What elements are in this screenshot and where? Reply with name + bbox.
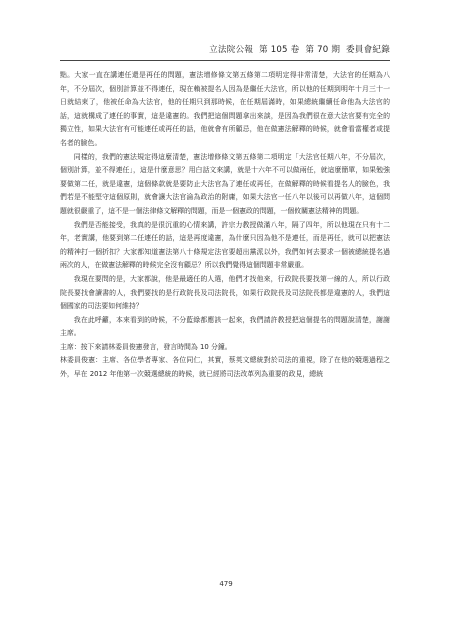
- publication-name: 立法院公報: [209, 45, 254, 55]
- speaker-line: 主席：按下來請林委員俊憲發言，發言時間為 10 分鐘。: [60, 342, 232, 351]
- paragraph: 點。大家一直在講連任還是再任的問題，憲法增修條文第五條第二項明定得非常清楚，大法官的任期為八年，不分屆次，個別計算並不得連任，現在賴被提名人因為是繼任大法官，所以他的任期到明年十月三十一日就結束了，他被任命為大法官，他的任期只到那時候，在任期屆滿時，如果總統繼續任命他為大法官的話，這就構成了連任的事實，這是違憲的。我們把這個問題拿出來談，是因為我們很在意大法官要有完全的獨立性，如果大法官有可能連任或再任的話，他就會有所顧忌，他在做憲法解釋的時候，就會看當權者或提名者的臉色。: [60, 71, 390, 147]
- paragraph: 我在此呼籲，本來看到的時候，不分藍綠都應該一起來，我們請許教授把這個提名的問題說清楚，謝謝主席。: [60, 315, 390, 338]
- paragraph: 同樣的，我們的憲法規定得這麼清楚，憲法增修條文第五條第二項明定「大法官任期八年，不分屆次，個別計算，並不得連任」，這是什麼意思？用白話文來講，就是十六年不可以做兩任，就這麼簡單，如果勉強要做第二任，就是違憲，這個條款就是要防止大法官為了連任或再任，在做解釋的時候看提名人的臉色，我們若是不能堅守這個原則，就會讓大法官淪為政治的附庸，如果大法官一任八年以後可以再做八年，這個問題就很嚴重了，這不是一個法律條文解釋的問題，而是一個憲政的問題，一個攸關憲法精神的問題。: [60, 152, 390, 215]
- page-header: [60, 42, 390, 58]
- speaker-line: 林委員俊憲：主席、各位學者專家、各位同仁，其實，蔡英文總統對於司法的重視，除了在他的競選過程之外，早在 2012 年他第一次競選總統的時候，就已經將司法改革列為重要的政見，總統: [60, 356, 390, 379]
- issue-number: 第 70 期: [305, 45, 341, 55]
- body-text: [60, 69, 390, 382]
- volume-number: 第 105 卷: [259, 45, 300, 55]
- paragraph: 我現在要問的是，大家都說，他是最適任的人選，他們才找他來，行政院長要找第一線的人，所以行政院長要找會讀書的人，我們要找的是行政院長及司法院長，如果行政院長及司法院長都是違憲的人，我們這個國家的司法要如何維持？: [60, 274, 390, 311]
- page-number: 479: [219, 580, 233, 588]
- paragraph: 我們是否能接受，我真的是很沉重的心情來講，許宗力教授做滿八年，隔了四年，所以他現在只有十二年，老實講，他要到第二任連任的話，這是再度違憲，為什麼只因為他不是連任，而是再任，就可以把憲法的精神打一個折扣？大家都知道憲法第八十條規定法官要超出黨派以外，我們如何去要求一個被總統提名過兩次的人，在做憲法解釋的時候完全沒有顧忌？所以我們覺得這個問題非常嚴重。: [60, 220, 390, 270]
- header-rule: [60, 60, 390, 61]
- section-name: 委員會紀錄: [346, 45, 390, 55]
